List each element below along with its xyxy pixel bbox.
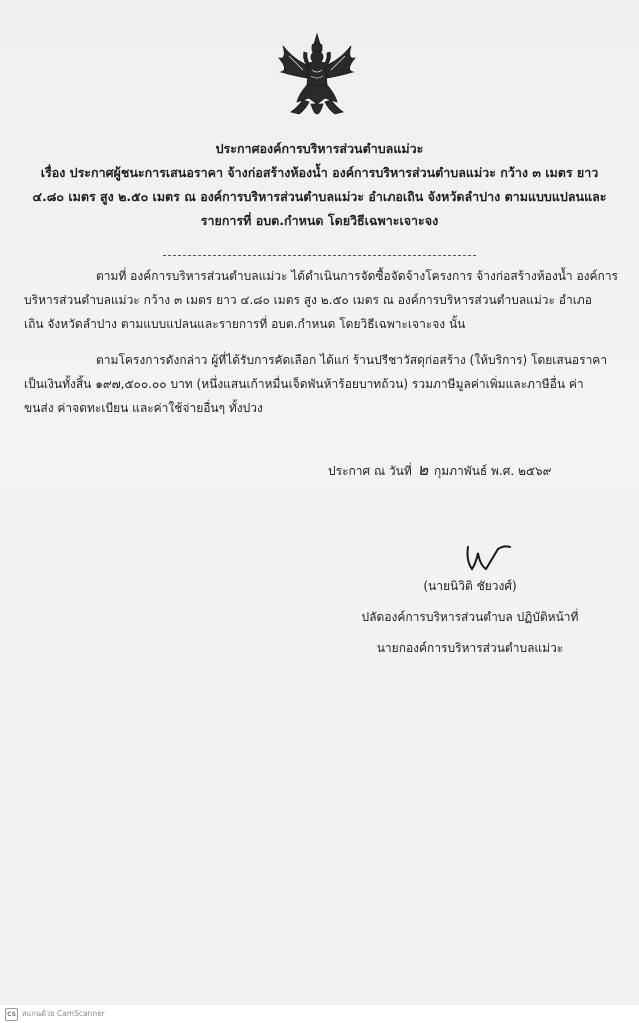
scanner-watermark-text: สแกนด้วย CamScanner: [22, 1009, 105, 1018]
signer-name: (นายนิวิติ ชัยวงศ์): [423, 579, 517, 593]
date-day-handwritten: ๒: [417, 460, 429, 479]
paragraph-intro-line-1: ตามที่ องค์การบริหารส่วนตำบลแม่วะ ได้ดำเนินการจัดซื้อจัดจ้างโครงการ จ้างก่อสร้างห้องน้ำ องค์การ: [96, 269, 619, 283]
dashed-divider: [163, 255, 476, 256]
paragraph-winner-line-2: เป็นเงินทั้งสิ้น ๑๙๗,๕๐๐.๐๐ บาท (หนึ่งแสนเก้าหมื่นเจ็ดพันห้าร้อยบาทถ้วน) รวมภาษีมูลค่าเพิ่มและภาษีอื่น ค่า: [24, 377, 584, 391]
handwritten-signature: [460, 541, 514, 575]
announcement-date: [328, 458, 551, 483]
garuda-emblem-icon: [269, 30, 365, 126]
subject-line-2: ๔.๘๐ เมตร สูง ๒.๕๐ เมตร ณ องค์การบริหารส่วนตำบลแม่วะ อำเภอเถิน จังหวัดลำปาง ตามแบบแปลนและ: [32, 189, 607, 204]
subject-line-3: รายการที่ อบต.กำหนด โดยวิธีเฉพาะเจาะจง: [200, 213, 439, 228]
paragraph-winner-line-1: ตามโครงการดังกล่าว ผู้ที่ได้รับการคัดเลือก ได้แก่ ร้านปรีชาวัสดุก่อสร้าง (ให้บริการ) โดยเสนอราคา: [96, 353, 608, 367]
subject-line-1: เรื่อง ประกาศผู้ชนะการเสนอราคา จ้างก่อสร้างห้องน้ำ องค์การบริหารส่วนตำบลแม่วะ กว้าง ๓ เมตร ยาว: [40, 165, 599, 180]
camscanner-logo-icon: CS: [5, 1008, 18, 1021]
paragraph-intro: [24, 264, 619, 336]
paragraph-winner: [24, 348, 616, 420]
scanner-footer: [0, 1005, 639, 1023]
announcement-header: ประกาศองค์การบริหารส่วนตำบลแม่วะ: [215, 141, 424, 156]
date-prefix: ประกาศ ณ วันที่: [328, 464, 412, 478]
signer-block: [350, 571, 590, 664]
announcement-title: [22, 137, 617, 233]
signer-position-1: ปลัดองค์การบริหารส่วนตำบล ปฏิบัติหน้าที่: [361, 610, 579, 624]
paragraph-winner-line-3: ขนส่ง ค่าจดทะเบียน และค่าใช้จ่ายอื่นๆ ทั้งปวง: [24, 401, 263, 415]
paragraph-intro-line-3: เถิน จังหวัดลำปาง ตามแบบแปลนและรายการที่ อบต.กำหนด โดยวิธีเฉพาะเจาะจง นั้น: [24, 317, 466, 331]
paragraph-intro-line-2: บริหารส่วนตำบลแม่วะ กว้าง ๓ เมตร ยาว ๔.๘๐ เมตร สูง ๒.๕๐ เมตร ณ องค์การบริหารส่วนตำบลแม่วะ อำเภอ: [24, 293, 592, 307]
date-suffix: กุมภาพันธ์ พ.ศ. ๒๕๖๙: [433, 464, 552, 478]
signer-position-2: นายกองค์การบริหารส่วนตำบลแม่วะ: [376, 641, 564, 655]
